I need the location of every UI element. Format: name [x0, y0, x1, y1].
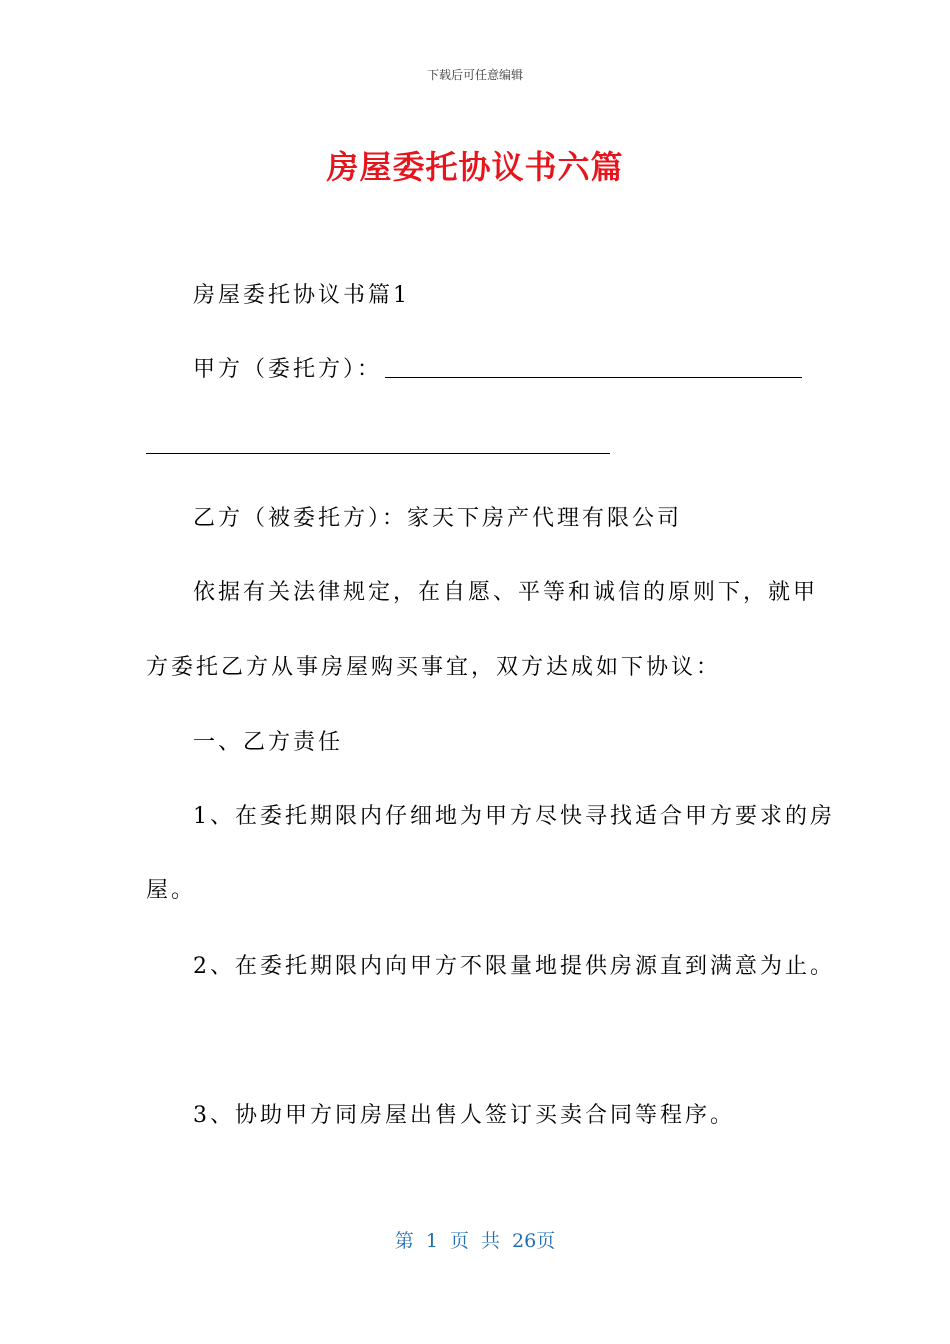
intro-paragraph-line-2: 方委托乙方从事房屋购买事宜，双方达成如下协议：	[146, 655, 722, 680]
document-title: 房屋委托协议书六篇	[326, 148, 624, 186]
header-note: 下载后可任意编辑	[426, 68, 523, 82]
page-footer: 第 1 页 共 26页	[394, 1230, 556, 1252]
item-1-line-1: 1、在委托期限内仔细地为甲方尽快寻找适合甲方要求的房	[193, 804, 835, 829]
party-b-line: 乙方（被委托方）：家天下房产代理有限公司	[193, 506, 683, 531]
intro-paragraph-line-1: 依据有关法律规定，在自愿、平等和诚信的原则下，就甲	[193, 580, 819, 605]
party-a-label: 甲方（委托方）：	[193, 357, 383, 382]
section-heading: 房屋委托协议书篇1	[193, 283, 410, 308]
party-a-blank-line-continued	[146, 453, 610, 454]
clause-heading: 一、乙方责任	[193, 730, 344, 755]
item-3: 3、协助甲方同房屋出售人签订买卖合同等程序。	[193, 1103, 735, 1128]
item-1-line-2: 屋。	[146, 878, 197, 903]
item-2: 2、在委托期限内向甲方不限量地提供房源直到满意为止。	[193, 954, 835, 979]
party-a-blank-line	[385, 377, 802, 378]
